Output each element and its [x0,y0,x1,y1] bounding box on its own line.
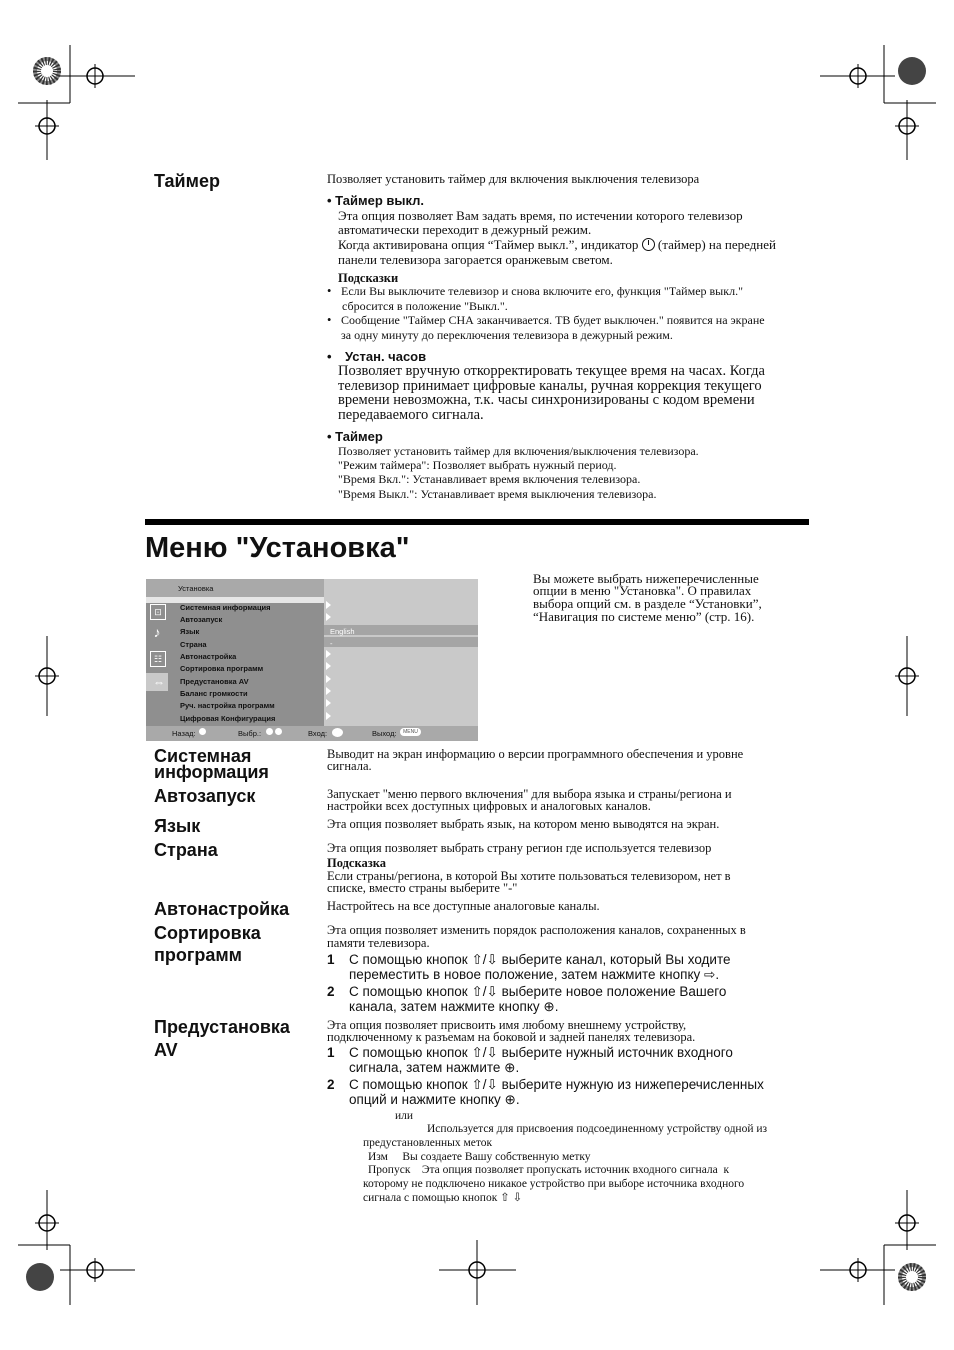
sort-heading-1: Сортировка [154,923,261,943]
setup-intro-4: “Навигация по системе меню” (стр. 16). [533,609,755,624]
clock-text-1: Позволяет вручную откорректировать текущее время на часах. Когда [338,363,765,379]
enter-button-icon [332,728,343,737]
arrow-icon [326,601,331,609]
autostart-text-2: настройки всех доступных цифровых и аналоговых каналов. [327,799,651,813]
sleep-text-3a: Когда активирована опция “Таймер выкл.”, индикатор [338,237,639,252]
av-or: или [395,1110,414,1122]
timer-text-2: "Режим таймера": Позволяет выбрать нужный период. [338,458,617,472]
sleep-text-4: панели телевизора загорается оранжевым светом. [338,252,613,267]
menu-button: MENU [400,728,421,736]
autotune-text: Настройтесь на все доступные аналоговые каналы. [327,899,600,913]
clock-text-2: телевизор принимает цифровые каналы, ручная коррекция текущего [338,378,762,394]
tv-item-balance[interactable]: Баланс громкости [180,689,248,698]
av-option-1b: предустановленных меток [363,1137,493,1149]
av-heading-1: Предустановка [154,1017,290,1037]
down-button-icon [275,728,282,735]
setup-intro-3: выбора опций см. в разделе “Установки”, [533,596,762,611]
tv-item-language[interactable]: Язык [180,627,200,636]
country-heading: Страна [154,840,218,860]
av-step-1b: сигнала, затем нажмите ⊕. [349,1060,520,1075]
language-heading: Язык [154,816,201,836]
tv-menu-titlebar [146,579,324,597]
setup-icon: ⇔ [146,673,172,691]
sort-step-1b: переместить в новое положение, затем нажмите кнопку ⇨. [349,967,720,982]
timer-text-1: Позволяет установить таймер для включения/выключения телевизора. [338,444,699,458]
sysinfo-heading-2: информация [154,762,269,782]
sleep-text-2: автоматически переходит в дежурный режим. [338,222,592,237]
av-option-2: Изм Вы создаете Вашу собственную метку [368,1151,591,1163]
features-icon: ☷ [150,651,166,667]
tv-item-autostart[interactable]: Автозапуск [180,615,223,624]
sort-text-2: памяти телевизора. [327,936,430,950]
setup-intro-2: опции в меню "Установка". О правилах [533,583,752,598]
arrow-icon [326,650,331,658]
tv-item-av[interactable]: Предустановка AV [180,677,249,686]
sysinfo-heading-1: Системная [154,746,252,766]
hints-title: Подсказки [338,271,399,285]
hint-2b: за одну минуту до переключения телевизора в дежурный режим. [341,328,673,342]
tv-footer-enter: Вход: [308,729,328,738]
sort-step-2-num: 2 [327,984,335,999]
av-step-1a: С помощью кнопок ⇧/⇩ выберите нужный источник входного [349,1045,733,1060]
hint-1b: сбросится в положение "Выкл.". [342,299,508,313]
sleep-text-1: Эта опция позволяет Вам задать время, по истечении которого телевизор [338,208,743,223]
sort-step-1-num: 1 [327,952,335,967]
tv-value-english: English [330,627,355,636]
av-step-2-num: 2 [327,1077,335,1092]
av-option-3b: которому не подключено никакое устройство при выборе источника входного [363,1178,745,1190]
arrow-icon [326,675,331,683]
sort-text-1: Эта опция позволяет изменить порядок расположения каналов, сохраненных в [327,923,746,937]
clock-text-3: времени невозможна, т.к. часы синхронизированы с кодом времени [338,392,755,408]
country-text-1: Эта опция позволяет выбрать страну регион где используется телевизор [327,841,712,855]
hint-bullet-1: • [327,284,332,298]
arrow-icon [326,613,331,621]
av-option-1a: Используется для присвоения подсоединенному устройству одной из [427,1123,768,1135]
sort-step-2b: канала, затем нажмите кнопку ⊕. [349,999,559,1014]
setup-intro-1: Вы можете выбрать нижеперечисленные [533,571,759,586]
av-step-2b: опций и нажмите кнопку ⊕. [349,1092,520,1107]
arrow-icon [326,662,331,670]
av-text-1: Эта опция позволяет присвоить имя любому внешнему устройству, [327,1018,687,1032]
sysinfo-text-2: сигнала. [327,759,372,773]
up-button-icon [266,728,273,735]
tv-footer-select: Выбр.: [238,729,262,738]
tv-menu-screenshot [146,579,478,741]
av-step-1-num: 1 [327,1045,335,1060]
sort-heading-2: программ [154,945,242,965]
sysinfo-text-1: Выводит на экран информацию о версии программного обеспечения и уровне [327,747,744,761]
tv-footer-exit: Выход: [372,729,397,738]
tv-value-dash: - [330,639,333,648]
tv-item-sort[interactable]: Сортировка программ [180,664,264,673]
page-title: Меню "Установка" [145,532,410,564]
tv-item-digital[interactable]: Цифровая Конфигурация [180,714,276,723]
left-button-icon [199,728,206,735]
av-step-2a: С помощью кнопок ⇧/⇩ выберите нужную из нижеперечисленных [349,1077,764,1092]
arrow-icon [326,699,331,707]
hint-bullet-2: • [327,313,332,327]
clock-title: Устан. часов [345,349,427,364]
picture-icon: ⊡ [150,604,166,620]
sleep-timer-title: • Таймер выкл. [327,193,425,208]
av-option-3c: сигнала с помощью кнопок ⇧ ⇩ [363,1192,523,1204]
hint-2a: Сообщение "Таймер СНА заканчивается. ТВ будет выключен." появится на экране [341,313,765,327]
section-rule [145,519,809,525]
sort-step-1a: С помощью кнопок ⇧/⇩ выберите канал, который Вы ходите [349,952,731,967]
timer-text-3: "Время Вкл.": Устанавливает время включения телевизора. [338,472,641,486]
autostart-heading: Автозапуск [154,786,256,806]
timer-title: • Таймер [327,429,383,444]
country-text-3: списке, вместо страны выберите "-" [327,881,518,895]
tv-item-sysinfo[interactable]: Системная информация [180,603,271,612]
av-text-2: подключенному к разъемам на боковой и задней панелях телевизора. [327,1030,696,1044]
sleep-text-3 [338,238,776,252]
tv-item-autotune[interactable]: Автонастройка [180,652,237,661]
country-text-2: Если страны/региона, в которой Вы хотите пользоваться телевизором, нет в [327,869,731,883]
tv-menu-title: Установка [178,584,214,593]
clock-icon [642,238,655,251]
country-hint-title: Подсказка [327,856,387,870]
tv-item-country[interactable]: Страна [180,640,207,649]
av-heading-2: AV [154,1040,178,1060]
sort-step-2a: С помощью кнопок ⇧/⇩ выберите новое положение Вашего [349,984,727,999]
hint-1a: Если Вы выключите телевизор и снова включите его, функция "Таймер выкл." [341,284,743,298]
sleep-text-3b: (таймер) на передней [657,237,776,252]
sound-icon: ♪ [153,626,161,641]
language-text: Эта опция позволяет выбрать язык, на котором меню выводятся на экран. [327,817,720,831]
arrow-icon [326,687,331,695]
timer-text-4: "Время Выкл.": Устанавливает время выключения телевизора. [338,487,657,501]
autostart-text-1: Запускает "меню первого включения" для выбора языка и страны/региона и [327,787,732,801]
tv-footer-back: Назад: [172,729,196,738]
tv-item-manual[interactable]: Руч. настройка программ [180,701,275,710]
clock-bullet: • [327,349,332,364]
autotune-heading: Автонастройка [154,899,290,919]
av-option-3a: Пропуск Эта опция позволяет пропускать источник входного сигнала к [368,1164,730,1176]
arrow-icon [326,712,331,720]
tv-value-row-2 [324,637,478,647]
timer-heading: Таймер [154,171,220,191]
timer-intro: Позволяет установить таймер для включения выключения телевизора [327,172,700,186]
clock-text-4: передаваемого сигнала. [338,407,484,423]
